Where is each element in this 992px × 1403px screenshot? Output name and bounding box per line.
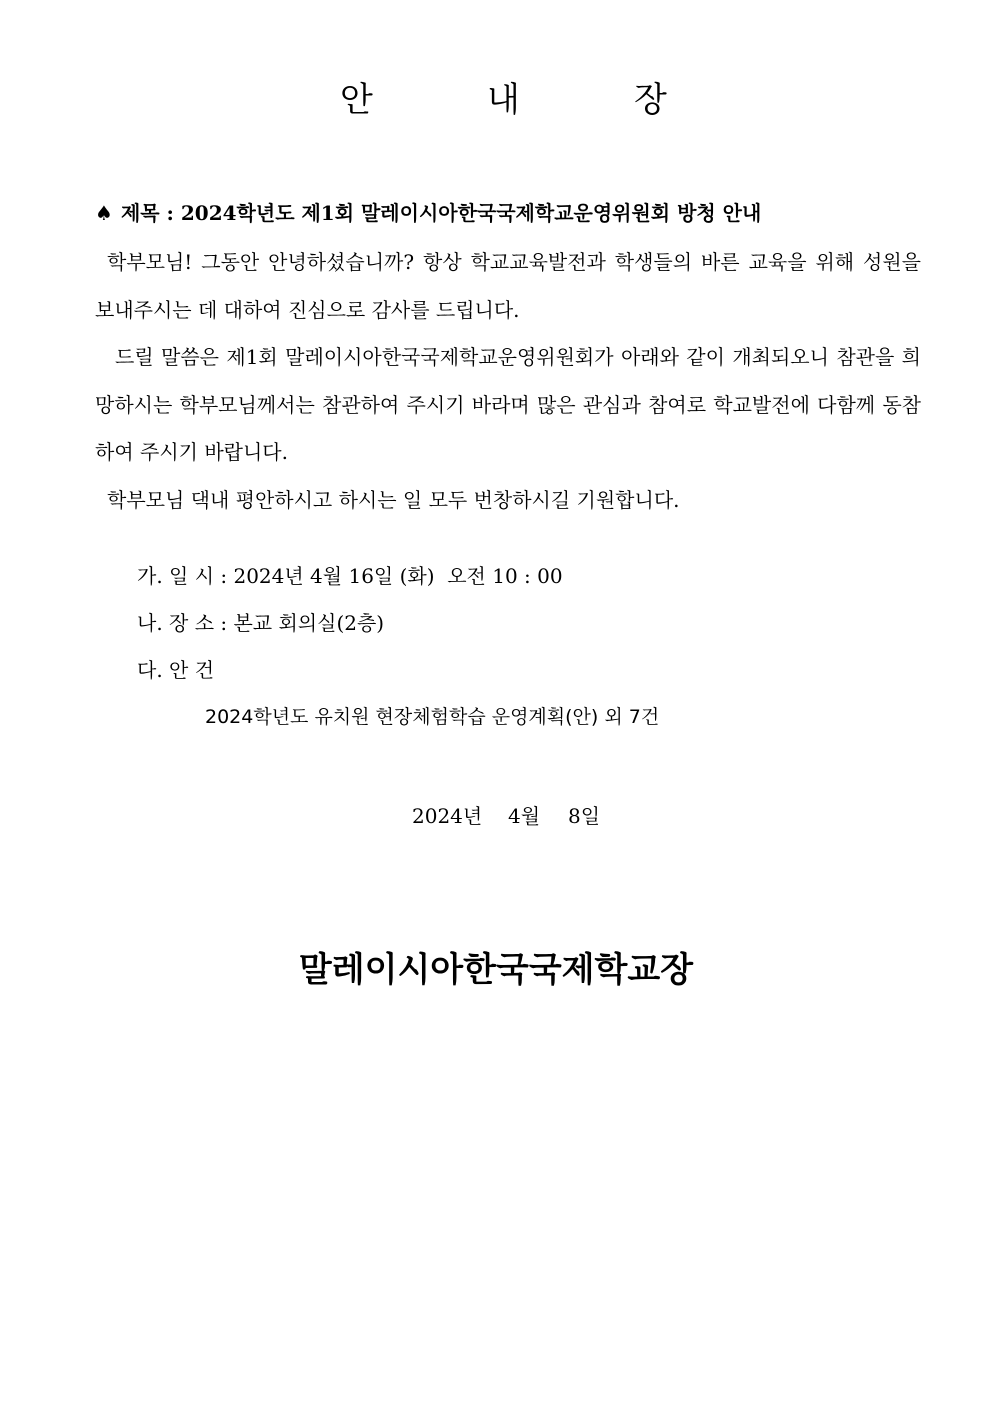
detail-location: 나. 장 소 : 본교 회의실(2층) <box>137 611 385 635</box>
meeting-details <box>137 553 563 694</box>
document-title <box>0 72 992 132</box>
subject-text: 제목 : 2024학년도 제1회 말레이시아한국국제학교운영위원회 방청 안내 <box>120 201 762 225</box>
title-char-2: 내 <box>487 80 520 120</box>
agenda-item: 2024학년도 유치원 현장체험학습 운영계획(안) 외 7건 <box>205 706 660 728</box>
title-char-3: 장 <box>634 80 667 120</box>
date-year: 2024년 <box>412 804 483 828</box>
letter-body <box>95 239 921 524</box>
detail-datetime: 가. 일 시 : 2024년 4월 16일 (화) 오전 10 : 00 <box>137 564 563 588</box>
date-day: 8일 <box>568 804 601 828</box>
detail-agenda-label: 다. 안 건 <box>137 658 215 682</box>
school-principal-signature: 말레이시아한국국제학교장 <box>298 950 694 990</box>
subject-line <box>95 197 925 229</box>
body-paragraph-invitation: 드릴 말씀은 제1회 말레이시아한국국제학교운영위원회가 아래와 같이 개최되오니 참관을 희망하시는 학부모님께서는 참관하여 주시기 바라며 많은 관심과 참여로 학교발전에 다함께 동참하여 주시기 바랍니다. <box>95 345 921 464</box>
body-paragraph-closing: 학부모님 댁내 평안하시고 하시는 일 모두 번창하시길 기원합니다. <box>107 487 680 512</box>
spade-icon: ♠ <box>95 201 113 225</box>
body-paragraph-greeting: 학부모님! 그동안 안녕하셨습니까? 항상 학교교육발전과 학생들의 바른 교육을 위해 성원을 보내주시는 데 대하여 진심으로 감사를 드립니다. <box>95 250 921 322</box>
title-char-1: 안 <box>340 80 373 120</box>
date-month: 4월 <box>508 804 541 828</box>
